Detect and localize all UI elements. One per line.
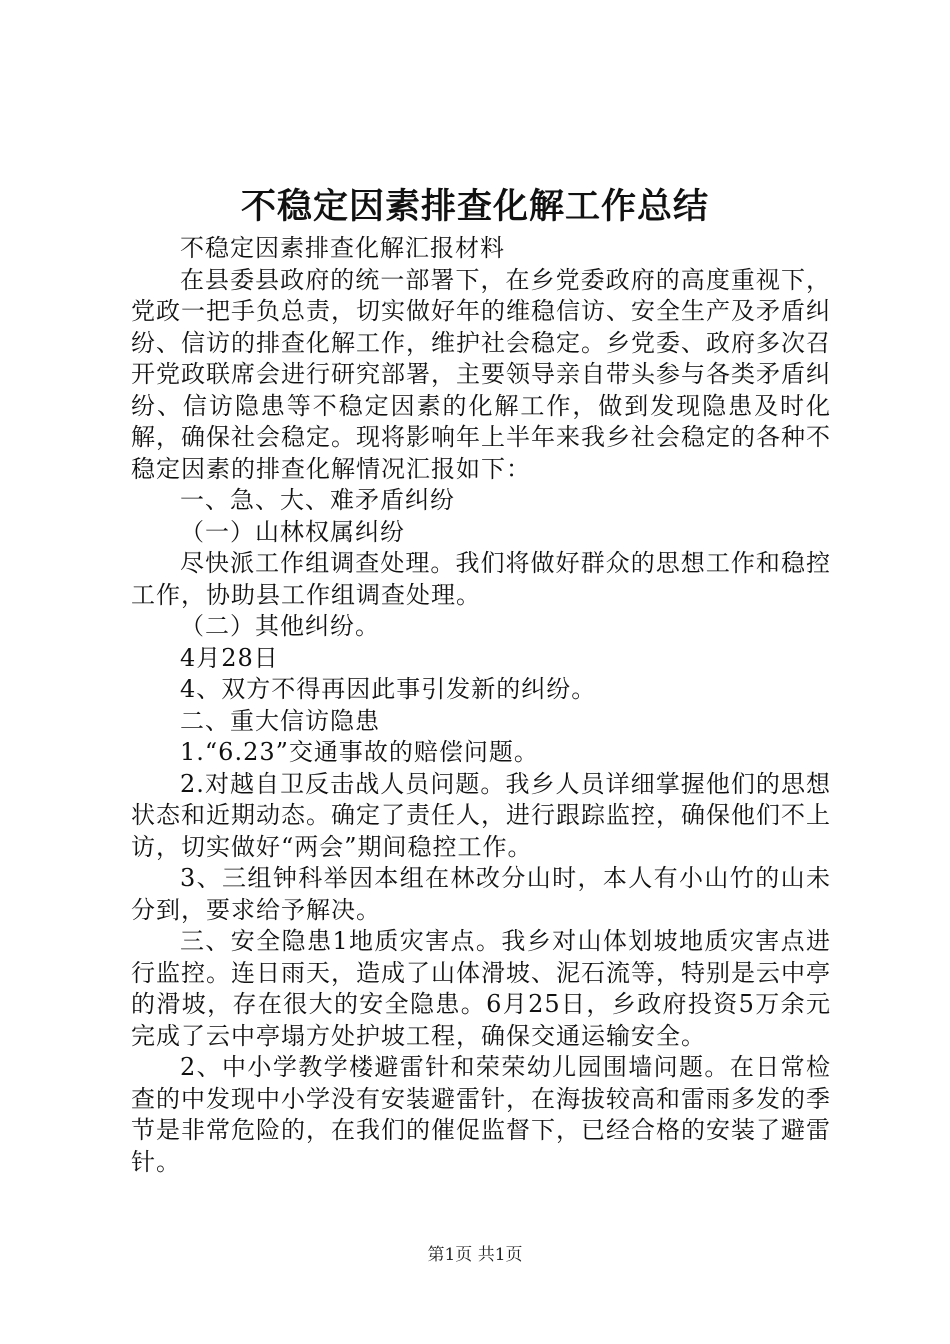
- paragraph-safety-hazard: 三、安全隐患1地质灾害点。我乡对山体划坡地质灾害点进行监控。连日雨天，造成了山体滑坡、泥石流等，特别是云中亭的滑坡，存在很大的安全隐患。6月25日，乡政府投资5万余元完成了云中亭塌方处护坡工程，确保交通运输安全。: [131, 927, 831, 1050]
- paragraph-subtitle: 不稳定因素排查化解汇报材料: [180, 234, 505, 262]
- section-heading-1: 一、急、大、难矛盾纠纷: [180, 486, 455, 514]
- paragraph-item-1: 1.“6.23”交通事故的赔偿问题。: [180, 738, 539, 766]
- document-body: [131, 233, 831, 1178]
- paragraph-item-2: 2.对越自卫反击战人员问题。我乡人员详细掌握他们的思想状态和近期动态。确定了责任人，进行跟踪监控，确保他们不上访，切实做好“两会”期间稳控工作。: [131, 769, 831, 861]
- subsection-heading-1: （一）山林权属纠纷: [180, 517, 405, 546]
- section-heading-2: 二、重大信访隐患: [180, 706, 380, 735]
- paragraph-item-4: 4、双方不得再因此事引发新的纠纷。: [180, 675, 597, 703]
- page-footer: 第1页 共1页: [427, 1245, 523, 1265]
- paragraph-item-3: 3、三组钟科举因本组在林改分山时，本人有小山竹的山未分到，要求给予解决。: [131, 864, 831, 924]
- paragraph-intro: 在县委县政府的统一部署下，在乡党委政府的高度重视下，党政一把手负总责，切实做好年的维稳信访、安全生产及矛盾纠纷、信访的排查化解工作，维护社会稳定。乡党委、政府多次召开党政联席会进行研究部署，主要领导亲自带头参与各类矛盾纠纷、信访隐患等不稳定因素的化解工作，做到发现隐患及时化解，确保社会稳定。现将影响年上半年来我乡社会稳定的各种不稳定因素的排查化解情况汇报如下：: [131, 265, 831, 483]
- paragraph-date: 4月28日: [180, 643, 279, 672]
- document-title: 不稳定因素排查化解工作总结: [240, 186, 709, 227]
- subsection-heading-2: （二）其他纠纷。: [180, 612, 380, 640]
- paragraph-forest-dispute: 尽快派工作组调查处理。我们将做好群众的思想工作和稳控工作，协助县工作组调查处理。: [131, 549, 831, 609]
- paragraph-lightning-rod: 2、中小学教学楼避雷针和荣荣幼儿园围墙问题。在日常检查的中发现中小学没有安装避雷针，在海拔较高和雷雨多发的季节是非常危险的，在我们的催促监督下，已经合格的安装了避雷针。: [131, 1053, 831, 1176]
